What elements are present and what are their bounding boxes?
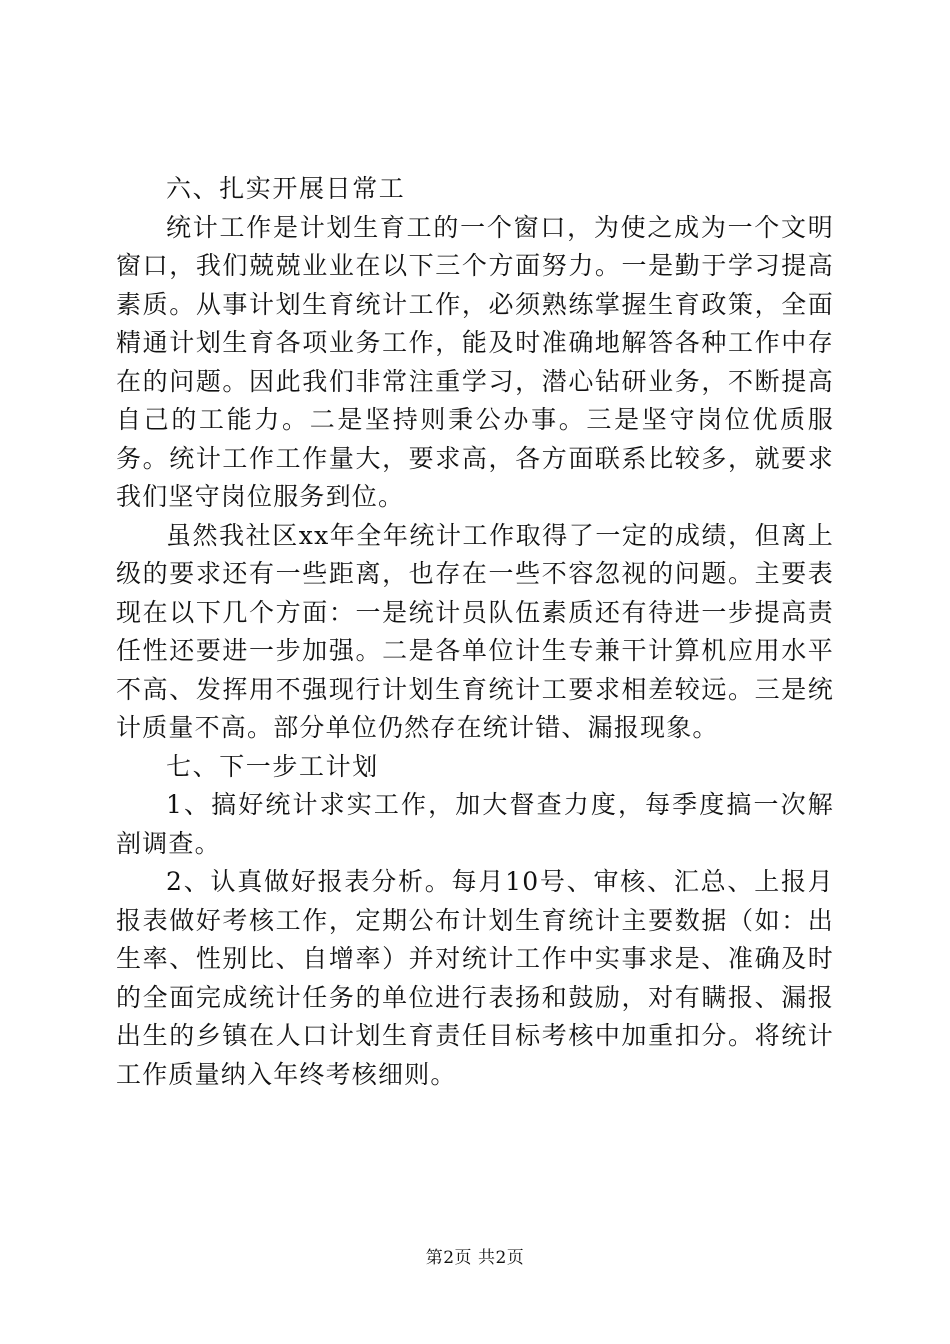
list-item-1: 1、搞好统计求实工作，加大督查力度，每季度搞一次解剖调查。 (116, 790, 834, 858)
paragraph-statistics-window: 统计工作是计划生育工的一个窗口，为使之成为一个文明窗口，我们兢兢业业在以下三个方面努力。一是勤于学习提高素质。从事计划生育统计工作，必须熟练掌握生育政策，全面精通计划生育各项业务工作，能及时准确地解答各种工作中存在的问题。因此我们非常注重学习，潜心钻研业务，不断提高自己的工能力。二是坚持则秉公办事。三是坚守岗位优质服务。统计工作工作量大，要求高，各方面联系比较多，就要求我们坚守岗位服务到位。 (116, 212, 834, 511)
page-number-footer: 第2页 共2页 (425, 1248, 525, 1268)
section-heading-six: 六、扎实开展日常工 (166, 174, 406, 203)
document-body (116, 170, 834, 1094)
list-item-2: 2、认真做好报表分析。每月10号、审核、汇总、上报月报表做好考核工作，定期公布计划生育统计主要数据（如：出生率、性别比、自增率）并对统计工作中实事求是、准确及时的全面完成统计任务的单位进行表扬和鼓励，对有瞒报、漏报出生的乡镇在人口计划生育责任目标考核中加重扣分。将统计工作质量纳入年终考核细则。 (116, 867, 834, 1089)
section-heading-seven: 七、下一步工计划 (166, 751, 379, 781)
paragraph-problems: 虽然我社区xx年全年统计工作取得了一定的成绩，但离上级的要求还有一些距离，也存在一些不容忽视的问题。主要表现在以下几个方面：一是统计员队伍素质还有待进一步提高责任性还要进一步加强。二是各单位计生专兼干计算机应用水平不高、发挥用不强现行计划生育统计工要求相差较远。三是统计质量不高。部分单位仍然存在统计错、漏报现象。 (116, 520, 834, 742)
